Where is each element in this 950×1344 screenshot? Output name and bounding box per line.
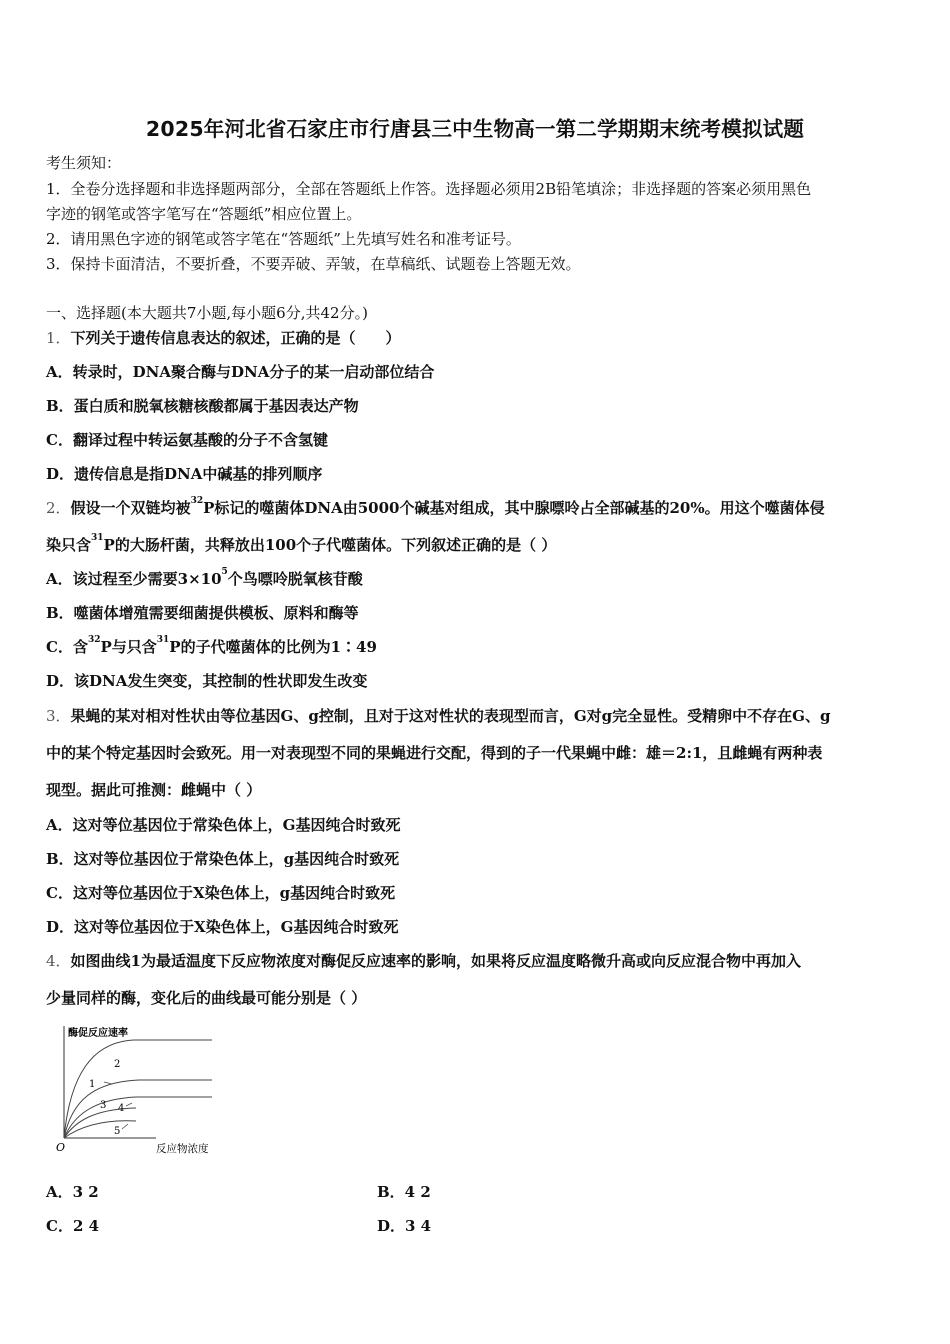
question-number: 4． [46, 952, 71, 970]
question-1-option-d: D．遗传信息是指DNA中碱基的排列顺序 [46, 465, 323, 483]
question-1-option-c: C．翻译过程中转运氨基酸的分子不含氢键 [46, 431, 328, 449]
notice-item: 字迹的钢笔或答字笔写在“答题纸”相应位置上。 [46, 205, 362, 223]
question-1-option-b: B．蛋白质和脱氧核糖核酸都属于基因表达产物 [46, 397, 359, 415]
origin-label: O [56, 1141, 66, 1154]
question-3-option-a: A．这对等位基因位于常染色体上，G基因纯合时致死 [46, 816, 401, 834]
leader-line [126, 1103, 132, 1106]
leader-line [104, 1082, 112, 1084]
question-2-stem-line1: 2．假设一个双链均被$^{32}$P标记的噬菌体DNA由5000个碱基对组成，其中腺嘌呤占全部碱基的20%。用这个噬菌体侵 [46, 496, 825, 517]
curve-label: 3 [100, 1100, 107, 1111]
question-number: 2． [46, 499, 71, 517]
question-2-option-c: C．含$^{32}$P与只含$^{31}$P的子代噬菌体的比例为1∶49 [46, 635, 377, 656]
enzyme-rate-figure [44, 1020, 244, 1160]
curve-5 [64, 1121, 136, 1138]
question-1-stem: 1．下列关于遗传信息表达的叙述，正确的是（ ） [46, 329, 401, 347]
notice-item: 3．保持卡面清洁，不要折叠，不要弄破、弄皱，在草稿纸、试题卷上答题无效。 [46, 255, 581, 273]
question-1-option-a: A．转录时，DNA聚合酶与DNA分子的某一启动部位结合 [46, 363, 435, 381]
curve-label: 2 [114, 1059, 121, 1070]
leader-line [122, 1124, 128, 1129]
question-3-option-c: C．这对等位基因位于X染色体上，g基因纯合时致死 [46, 884, 396, 902]
curve-3 [64, 1097, 212, 1138]
y-axis-label: 酶促反应速率 [68, 1028, 128, 1039]
question-4-stem-line1: 4．如图曲线1为最适温度下反应物浓度对酶促反应速率的影响，如果将反应温度略微升高或向反应混合物中再加入 [46, 952, 801, 970]
question-4-option-d: D．3 4 [377, 1217, 432, 1235]
question-2-option-a: A．该过程至少需要$3\times 10^5$个鸟嘌呤脱氧核苷酸 [46, 567, 363, 588]
curve-label: 4 [118, 1103, 125, 1114]
notice-heading: 考生须知： [46, 154, 122, 172]
curve-1 [64, 1080, 212, 1138]
curve-2 [64, 1040, 212, 1138]
question-3-option-b: B．这对等位基因位于常染色体上，g基因纯合时致死 [46, 850, 400, 868]
question-number: 1． [46, 329, 71, 347]
x-axis-label: 反应物浓度 [156, 1143, 209, 1155]
question-3-stem-line1: 3．果蝇的某对相对性状由等位基因G、g控制，且对于这对性状的表现型而言，G对g完全显性。受精卵中不存在G、g [46, 707, 831, 725]
question-2-stem-line2: 染只含$^{31}$P的大肠杆菌，共释放出100个子代噬菌体。下列叙述正确的是（ ） [46, 533, 557, 554]
question-4-option-b: B．4 2 [377, 1183, 431, 1201]
notice-item: 1．全卷分选择题和非选择题两部分，全部在答题纸上作答。选择题必须用2B铅笔填涂；非选择题的答案必须用黑色 [46, 180, 812, 198]
question-2-option-b: B．噬菌体增殖需要细菌提供模板、原料和酶等 [46, 604, 359, 622]
section-heading: 一、选择题(本大题共7小题,每小题6分,共42分。) [46, 304, 368, 322]
question-3-stem-line3: 现型。据此可推测：雌蝇中（ ） [46, 781, 262, 799]
curve-label: 5 [114, 1126, 121, 1137]
question-3-stem-line2: 中的某个特定基因时会致死。用一对表现型不同的果蝇进行交配，得到的子一代果蝇中雌：雄＝2:1，且雌蝇有两种表 [46, 744, 823, 762]
question-4-option-a: A．3 2 [46, 1183, 99, 1201]
question-4-option-c: C．2 4 [46, 1217, 100, 1235]
question-number: 3． [46, 707, 71, 725]
curve-label: 1 [89, 1079, 96, 1090]
question-3-option-d: D．这对等位基因位于X染色体上，G基因纯合时致死 [46, 918, 399, 936]
page-title: 2025年河北省石家庄市行唐县三中生物高一第二学期期末统考模拟试题 [145, 117, 805, 141]
question-2-option-d: D．该DNA发生突变，其控制的性状即发生改变 [46, 672, 368, 690]
notice-item: 2．请用黑色字迹的钢笔或答字笔在“答题纸”上先填写姓名和准考证号。 [46, 230, 521, 248]
question-4-stem-line2: 少量同样的酶，变化后的曲线最可能分别是（ ） [46, 989, 367, 1007]
